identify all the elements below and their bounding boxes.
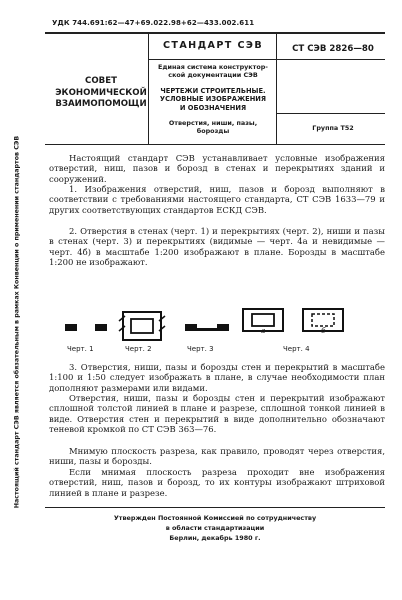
standard-number: СТ СЭВ 2826—80 — [292, 44, 374, 54]
caption-figure-4: Черт. 4 — [283, 345, 310, 353]
header-divider-left — [148, 34, 149, 144]
paragraph-6: Если мнимая плоскость разреза проходит вне изображения отверстий, ниш, пазов и борозд, то их контуры изображают штриховой линией в плане и разрезе. — [49, 467, 385, 498]
wall-segment-left — [65, 324, 77, 331]
header-rule-group — [276, 113, 385, 114]
standard-title: СТАНДАРТ СЭВ — [162, 40, 264, 51]
vertical-note-text: Настоящий стандарт СЭВ является обязательным в рамках Конвенции о применении стандартов СЭВ — [13, 135, 21, 509]
udk-code: УДК 744.691:62—47+69.022.98+62—433.002.611 — [52, 19, 255, 27]
wall-segment-left — [185, 324, 197, 331]
caption-figure-1: Черт. 1 — [67, 345, 94, 353]
header-divider-right — [276, 34, 277, 144]
figure-3-wall-niche — [185, 312, 229, 344]
group-code: Группа Т52 — [312, 124, 354, 132]
system-name: Единая система конструктор- ской документации СЭВ — [158, 63, 268, 80]
paragraph-1: 1. Изображения отверстий, ниш, пазов и борозд выполняют в соответствии с требованиями настоящего стандарта, СТ СЭВ 1633—79 и других соответствующих стандартов ЕСКД СЭВ. — [49, 184, 385, 215]
wall-segment-right — [95, 324, 107, 331]
figure-2-slab-opening — [117, 307, 167, 345]
paragraph-2: 2. Отверстия в стенах (черт. 1) и перекрытиях (черт. 2), ниши и пазы в стенах (черт. 3) и перекрытиях (видимые — черт. 4а и невидимые — черт. 4б) в масштабе 1:200 изображают в плане. Борозды в масштабе 1:200 не изображают. — [49, 226, 385, 267]
niche-back — [197, 328, 217, 331]
header-rule-title — [148, 59, 277, 60]
caption-figure-3: Черт. 3 — [187, 345, 214, 353]
header-rule-number — [276, 59, 385, 60]
figure-4-sublabel-b: б — [321, 326, 326, 335]
figure-1-wall-opening — [65, 312, 107, 344]
wall-segment-right — [217, 324, 229, 331]
footer-approval-date: Берлин, декабрь 1980 г. — [169, 534, 261, 542]
footer-approval-line-1: Утвержден Постоянной Комиссией по сотрудничеству — [113, 514, 317, 522]
topic-title: Отверстия, ниши, пазы, борозды — [168, 119, 258, 136]
paragraph-3: 3. Отверстия, ниши, пазы и борозды стен и перекрытий в масштабе 1:100 и 1:50 следует изображать в плане, в случае необходимости план дополняют размерами или видами. — [49, 362, 385, 393]
figure-4-sublabel-a: а — [261, 326, 266, 335]
paragraph-4: Отверстия, ниши, пазы и борозды стен и перекрытий изображают сплошной толстой линией в плане и разрезе, сплошной тонкой линией в виде. Отверстия стен и перекрытий в виде дополнительно обозначают теневой кромкой по СТ СЭВ 363—76. — [49, 393, 385, 434]
vertical-side-note — [13, 112, 21, 532]
subject-title: ЧЕРТЕЖИ СТРОИТЕЛЬНЫЕ. УСЛОВНЫЕ ИЗОБРАЖЕНИЯ И ОБОЗНАЧЕНИЯ — [159, 87, 267, 112]
footer-rule — [45, 507, 385, 508]
council-name: СОВЕТ ЭКОНОМИЧЕСКОЙ ВЗАИМОПОМОЩИ — [55, 76, 147, 109]
footer-approval-line-2: в области стандартизации — [165, 524, 265, 532]
paragraph-5: Мнимую плоскость разреза, как правило, проводят через отверстия, ниши, пазы и борозды. — [49, 446, 385, 467]
caption-figure-2: Черт. 2 — [125, 345, 152, 353]
intro-paragraph: Настоящий стандарт СЭВ устанавливает условные изображения отверстий, ниш, пазов и борозд в стенах и перекрытиях зданий и сооружений. — [49, 153, 385, 184]
